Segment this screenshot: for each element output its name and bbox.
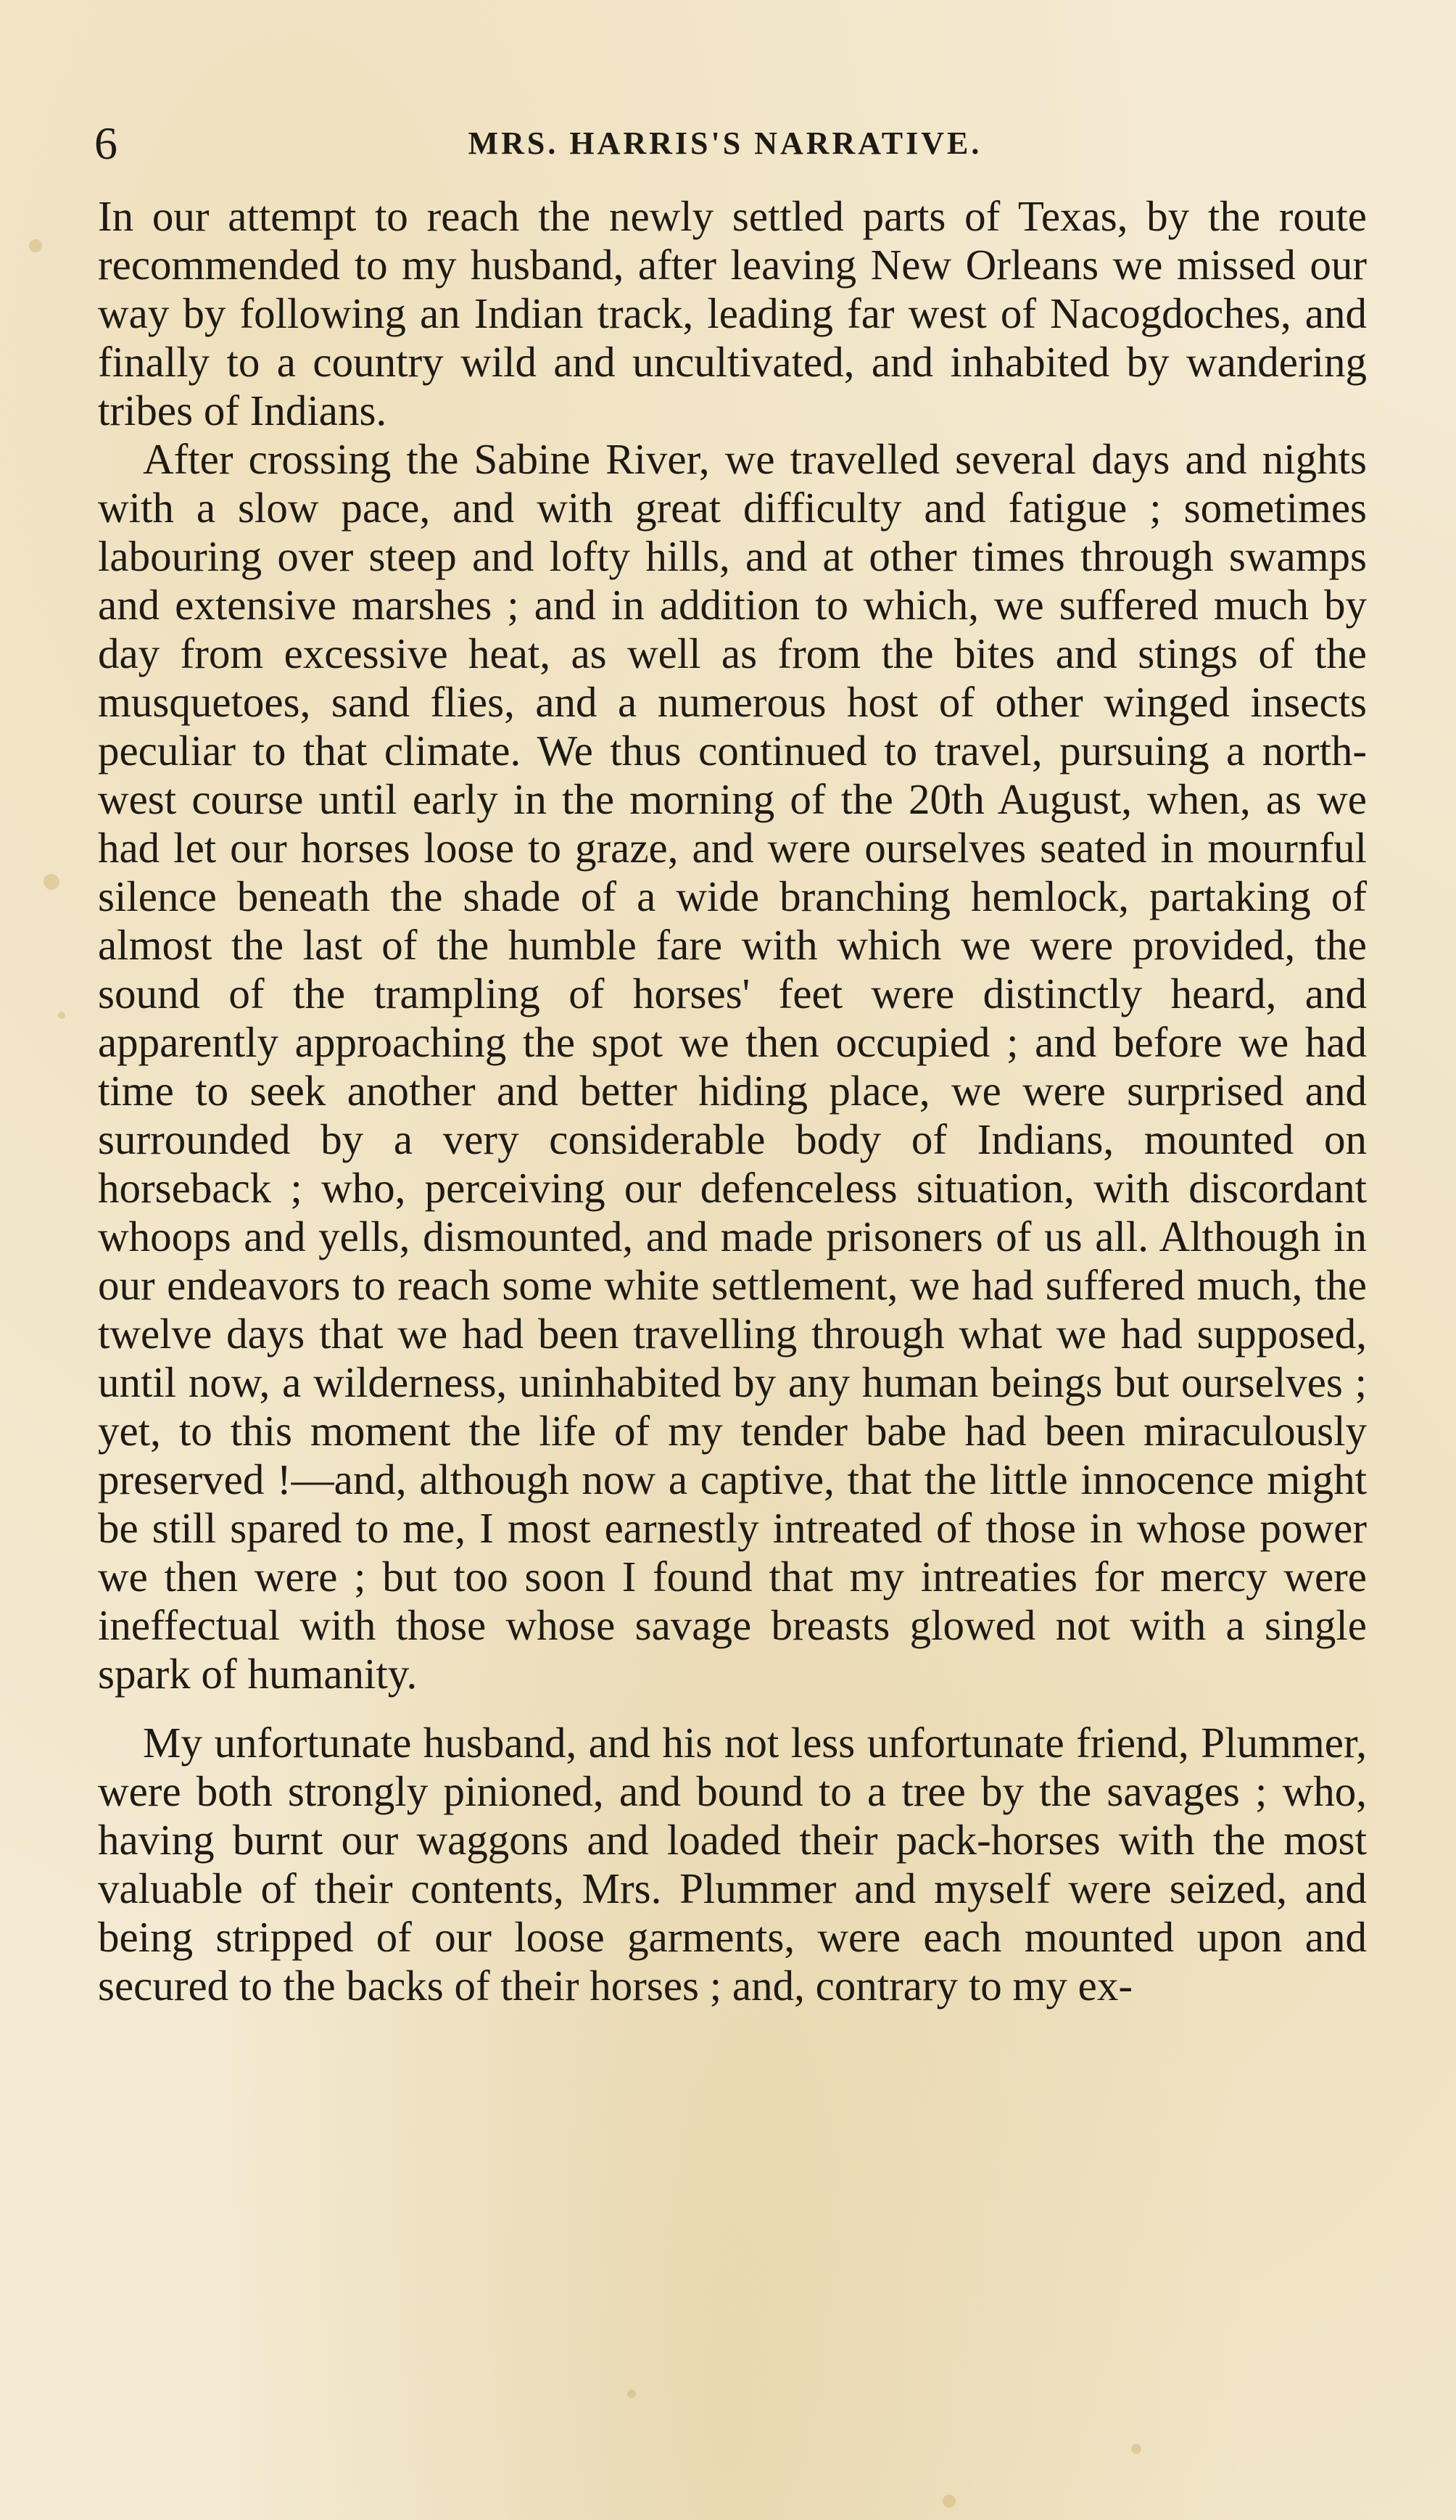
paragraph-3: My unfortunate husband, and his not less unfortunate friend, Plummer, were both strongly pinioned, and bound to a tree by the savages ; who, having burnt our waggons and loaded their pack-horses with the most valuable of their contents, Mrs. Plummer and myself were seized, and being stripped of our loose garments, were each mounted upon and secured to the backs of their horses ; and, contrary to my ex-: [98, 1719, 1367, 2009]
paper-stain: [943, 2495, 956, 2508]
page-number: 6: [94, 117, 117, 169]
paper-stain: [58, 1012, 65, 1019]
page-header: [80, 115, 1370, 173]
paragraph-2: After crossing the Sabine River, we travelled several days and nights with a slow pace, and with great difficulty and fatigue ; sometimes labouring over steep and lofty hills, and at other times through swamps and extensive marshes ; and in addition to which, we suffered much by day from excessive heat, as well as from the bites and stings of the musquetoes, sand flies, and a numerous host of other winged insects peculiar to that climate. We thus continued to travel, pursuing a north-west course until early in the morning of the 20th August, when, as we had let our horses loose to graze, and were ourselves seated in mournful silence beneath the shade of a wide branching hemlock, partaking of almost the last of the humble fare with which we were provided, the sound of the trampling of horses' feet were distinctly heard, and apparently approaching the spot we then occupied ; and before we had time to seek another and better hiding place, we were surprised and surrounded by a very considerable body of Indians, mounted on horseback ; who, perceiving our defenceless situation, with discordant whoops and yells, dismounted, and made prisoners of us all. Although in our endeavors to reach some white settlement, we had suffered much, the twelve days that we had been travelling through what we had supposed, until now, a wilderness, uninhabited by any human beings but ourselves ; yet, to this moment the life of my tender babe had been miraculously preserved !—and, although now a captive, that the little innocence might be still spared to me, I most earnestly intreated of those in whose power we then were ; but too soon I found that my intreaties for mercy were ineffectual with those whose savage breasts glowed not with a single spark of humanity.: [98, 435, 1367, 1698]
paper-stain: [29, 239, 42, 252]
running-title: MRS. HARRIS'S NARRATIVE.: [468, 125, 983, 161]
paper-stain: [1131, 2444, 1141, 2454]
body-text: [98, 192, 1367, 2010]
paper-stain: [627, 2389, 636, 2398]
paper-stain: [44, 874, 59, 890]
paragraph-1: In our attempt to reach the newly settled parts of Texas, by the route recommended to my husband, after leaving New Orleans we missed our way by following an Indian track, leading far west of Nacogdoches, and finally to a country wild and uncultivated, and inhabited by wandering tribes of Indians.: [98, 192, 1367, 434]
